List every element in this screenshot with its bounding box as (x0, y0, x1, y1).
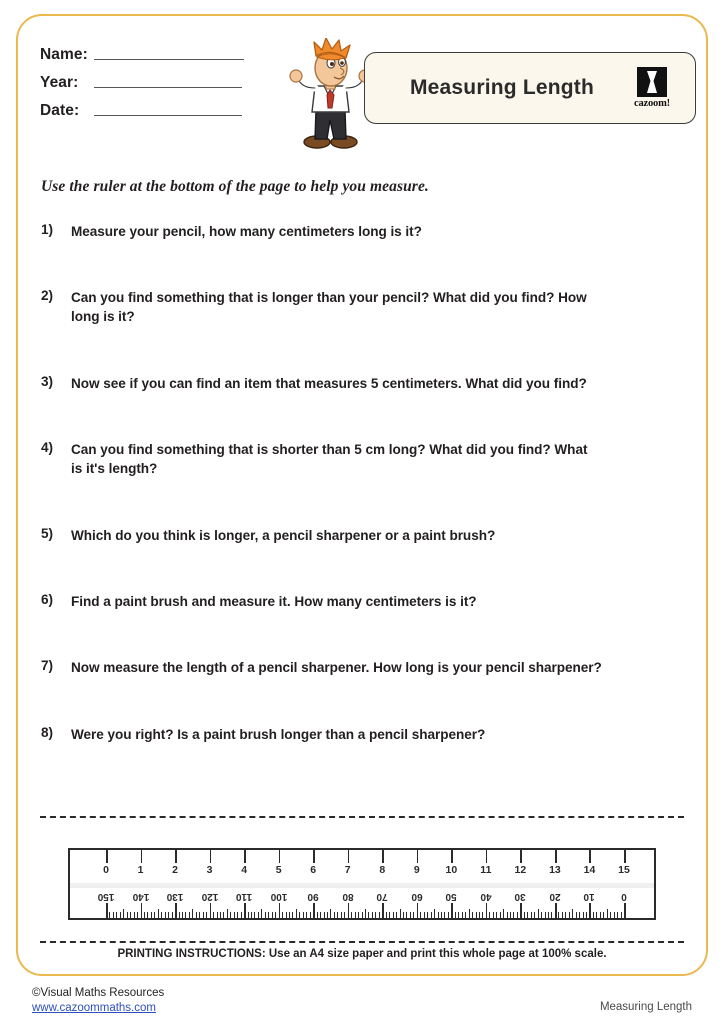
ruler-mm-tick (147, 912, 148, 918)
question-text: Which do you think is longer, a pencil sharpener or a paint brush? (71, 528, 496, 543)
question-text: Find a paint brush and measure it. How many centimeters is it? (71, 594, 477, 609)
ruler-mm-label: 50 (445, 891, 457, 902)
ruler-mm-tick (127, 912, 128, 918)
ruler-cm-tick (451, 850, 453, 863)
question-item (41, 288, 611, 326)
ruler-cm-tick (106, 850, 108, 863)
ruler-mm-tick (448, 912, 449, 918)
ruler-mm-tick (151, 912, 152, 918)
ruler-mm-tick (230, 912, 231, 918)
ruler-mm-label: 100 (270, 891, 287, 902)
ruler-cm-label: 7 (344, 864, 351, 876)
ruler-mm-tick (507, 912, 508, 918)
ruler-cm-tick (589, 850, 591, 863)
ruler-mm-tick (406, 912, 407, 918)
ruler-mm-tick (251, 912, 252, 918)
ruler-mm-tick (551, 912, 552, 918)
ruler-cm-label: 8 (379, 864, 386, 876)
ruler-mm-tick (545, 912, 546, 918)
ruler-mm-label: 110 (236, 891, 253, 902)
ruler-mm-tick (520, 903, 522, 918)
ruler-mm-tick (355, 912, 356, 918)
question-item (41, 374, 587, 393)
question-text: Now see if you can find an item that measures 5 centimeters. What did you find? (71, 376, 587, 391)
ruler-mm-tick (292, 912, 293, 918)
ruler-mm-tick (358, 912, 359, 918)
ruler-mm-tick (458, 912, 459, 918)
ruler-mm-tick (496, 912, 497, 918)
ruler-mm-tick (154, 912, 155, 918)
ruler-mm-tick (203, 912, 204, 918)
ruler-mm-tick (593, 912, 594, 918)
ruler-mm-tick (344, 912, 345, 918)
ruler-mm-tick (334, 912, 335, 918)
question-text: Can you find something that is shorter than 5 cm long? What did you find? What is it's length? (71, 442, 588, 476)
ruler-cm-label: 13 (549, 864, 561, 876)
cut-line-divider (40, 816, 684, 818)
date-field-writing-line[interactable] (94, 115, 242, 116)
ruler-mm-tick (134, 912, 135, 918)
cazoom-logo-wordmark: cazoom! (634, 98, 670, 109)
ruler-mm-tick (420, 912, 421, 918)
ruler-mm-tick (123, 909, 124, 918)
name-field-row (40, 46, 244, 64)
ruler-mm-tick (565, 912, 566, 918)
ruler-cm-label: 9 (413, 864, 420, 876)
question-item (41, 592, 477, 611)
cartoon-mascot-icon (284, 38, 376, 150)
ruler-mm-tick (444, 912, 445, 918)
ruler-cm-label: 12 (514, 864, 527, 876)
ruler-mm-tick (524, 912, 525, 918)
page-title: Measuring Length (409, 76, 595, 99)
ruler-cm-tick (520, 850, 522, 863)
ruler-mm-tick (272, 912, 273, 918)
question-text: Measure your pencil, how many centimeters long is it? (71, 224, 422, 239)
ruler-cm-label: 3 (206, 864, 213, 876)
ruler-mm-tick (330, 909, 331, 918)
question-item (41, 222, 422, 241)
ruler-graphic (68, 848, 656, 920)
question-number: 5) (41, 526, 54, 541)
ruler-cm-scale (70, 850, 654, 886)
ruler-mm-tick (268, 912, 269, 918)
ruler-mm-tick (517, 912, 518, 918)
ruler-mm-tick (393, 912, 394, 918)
question-number: 1) (41, 222, 54, 237)
ruler-mm-label: 120 (201, 891, 218, 902)
ruler-mm-tick (531, 912, 532, 918)
ruler-cm-tick (244, 850, 246, 863)
ruler-mm-tick (141, 903, 143, 918)
ruler-cm-label: 5 (275, 864, 282, 876)
ruler-cm-tick (624, 850, 626, 863)
cazoom-logo (621, 67, 683, 109)
ruler-mm-tick (434, 909, 435, 918)
ruler-mm-tick (413, 912, 414, 918)
ruler-mm-label: 60 (411, 891, 423, 902)
ruler-mm-tick (527, 912, 528, 918)
ruler-mm-tick (617, 912, 618, 918)
year-field-writing-line[interactable] (94, 87, 242, 88)
question-item (41, 725, 485, 744)
ruler-mm-tick (586, 912, 587, 918)
ruler-mm-tick (223, 912, 224, 918)
ruler-mm-tick (410, 912, 411, 918)
printing-instructions: PRINTING INSTRUCTIONS: Use an A4 size paper and print this whole page at 100% scale. (117, 948, 607, 960)
ruler-mm-tick (175, 903, 177, 918)
ruler-mm-tick (109, 912, 110, 918)
ruler-mm-tick (431, 912, 432, 918)
date-field-label: Date: (40, 102, 80, 119)
ruler-mm-tick (189, 912, 190, 918)
ruler-mm-tick (562, 912, 563, 918)
ruler-cm-tick (279, 850, 281, 863)
ruler-mm-tick (144, 912, 145, 918)
ruler-mm-tick (400, 909, 401, 918)
ruler-mm-tick (234, 912, 235, 918)
ruler-mm-tick (210, 903, 212, 918)
ruler-mm-tick (569, 912, 570, 918)
ruler-mm-tick (386, 912, 387, 918)
question-text: Now measure the length of a pencil sharpener. How long is your pencil sharpener? (71, 660, 602, 675)
ruler-mm-tick (289, 912, 290, 918)
name-field-writing-line[interactable] (94, 59, 244, 60)
ruler-mm-tick (182, 912, 183, 918)
ruler-mm-label: 40 (480, 891, 492, 902)
question-number: 2) (41, 288, 54, 303)
ruler-mm-tick (603, 912, 604, 918)
ruler-mm-tick (161, 912, 162, 918)
ruler-mm-tick (317, 912, 318, 918)
ruler-mm-tick (372, 912, 373, 918)
ruler-mm-label: 30 (514, 891, 526, 902)
ruler-mm-tick (503, 909, 504, 918)
ruler-mm-tick (313, 903, 315, 918)
ruler-mm-tick (320, 912, 321, 918)
ruler-mm-tick (168, 912, 169, 918)
ruler-cm-tick (486, 850, 488, 863)
footer-copyright: ©Visual Maths Resources (32, 987, 165, 999)
ruler-mm-tick (600, 912, 601, 918)
ruler-mm-tick (486, 903, 488, 918)
ruler-mm-label: 80 (342, 891, 354, 902)
year-field-row (40, 74, 242, 92)
ruler-mm-tick (296, 909, 297, 918)
ruler-mm-tick (113, 912, 114, 918)
ruler-cm-tick (382, 850, 384, 863)
ruler-mm-tick (310, 912, 311, 918)
ruler-mm-tick (275, 912, 276, 918)
ruler-mm-label: 130 (166, 891, 184, 902)
ruler-mm-label: 140 (132, 891, 149, 902)
ruler-mm-tick (607, 909, 608, 918)
ruler-mm-label: 0 (621, 891, 627, 902)
ruler-mm-tick (365, 909, 366, 918)
worksheet-header (16, 14, 708, 142)
ruler-cm-label: 1 (137, 864, 144, 876)
question-number: 7) (41, 658, 54, 673)
ruler-mm-tick (576, 912, 577, 918)
ruler-mm-tick (348, 903, 350, 918)
ruler-mm-tick (254, 912, 255, 918)
ruler-mm-tick (489, 912, 490, 918)
ruler-mm-tick (206, 912, 207, 918)
ruler-mm-tick (534, 912, 535, 918)
ruler-mm-tick (265, 912, 266, 918)
ruler-mm-tick (614, 912, 615, 918)
ruler-mm-tick (455, 912, 456, 918)
ruler-mm-tick (244, 903, 246, 918)
ruler-mm-tick (351, 912, 352, 918)
ruler-mm-tick (610, 912, 611, 918)
ruler-mm-tick (513, 912, 514, 918)
ruler-mm-tick (572, 909, 573, 918)
ruler-mm-tick (337, 912, 338, 918)
ruler-mm-tick (379, 912, 380, 918)
worksheet-instruction: Use the ruler at the bottom of the page to help you measure. (41, 178, 429, 195)
ruler-mm-tick (165, 912, 166, 918)
ruler-mm-tick (286, 912, 287, 918)
ruler-mm-tick (217, 912, 218, 918)
footer-page-label: Measuring Length (599, 1001, 692, 1013)
ruler-mm-tick (137, 912, 138, 918)
ruler-mm-tick (261, 909, 262, 918)
ruler-cm-tick (348, 850, 350, 863)
ruler-mm-tick (451, 903, 453, 918)
ruler-mm-tick (199, 912, 200, 918)
ruler-cm-label: 2 (172, 864, 178, 876)
ruler-mm-tick (324, 912, 325, 918)
ruler-mm-tick (120, 912, 121, 918)
ruler-mm-tick (220, 912, 221, 918)
ruler-mm-tick (368, 912, 369, 918)
question-number: 4) (41, 440, 54, 455)
question-text: Were you right? Is a paint brush longer than a pencil sharpener? (71, 727, 486, 742)
ruler-mm-tick (327, 912, 328, 918)
ruler-cm-tick (210, 850, 212, 863)
ruler-mm-tick (172, 912, 173, 918)
ruler-mm-tick (279, 903, 281, 918)
ruler-cm-label: 6 (310, 864, 317, 876)
ruler-mm-tick (227, 909, 228, 918)
ruler-mm-tick (396, 912, 397, 918)
ruler-cm-tick (555, 850, 557, 863)
ruler-mm-tick (548, 912, 549, 918)
ruler-mm-tick (596, 912, 597, 918)
ruler-mm-label: 10 (583, 891, 596, 902)
ruler-mm-tick (469, 909, 470, 918)
question-text: Can you find something that is longer than your pencil? What did you find? How long is it? (71, 290, 587, 324)
ruler-cm-label: 15 (618, 864, 630, 876)
ruler-mm-tick (158, 909, 159, 918)
ruler-cm-label: 10 (445, 864, 458, 876)
year-field-label: Year: (40, 74, 79, 91)
ruler-mm-tick (510, 912, 511, 918)
ruler-cm-label: 11 (480, 864, 492, 876)
ruler-mm-tick (382, 903, 384, 918)
question-number: 3) (41, 374, 54, 389)
question-item (41, 658, 602, 677)
ruler-mm-label: 150 (97, 891, 115, 902)
ruler-mm-tick (248, 912, 249, 918)
ruler-mm-tick (621, 912, 622, 918)
ruler-mm-tick (375, 912, 376, 918)
ruler-mm-tick (306, 912, 307, 918)
ruler-mm-label: 20 (549, 891, 561, 902)
ruler-mm-tick (116, 912, 117, 918)
footer-website-link[interactable]: www.cazoommaths.com (32, 1002, 156, 1014)
printing-divider (40, 941, 684, 943)
ruler-cm-label: 14 (583, 864, 596, 876)
ruler-mm-tick (579, 912, 580, 918)
question-number: 6) (41, 592, 54, 607)
ruler-mm-tick (583, 912, 584, 918)
ruler-mm-tick (555, 903, 557, 918)
ruler-mm-tick (282, 912, 283, 918)
ruler-mm-tick (538, 909, 539, 918)
ruler-mm-tick (462, 912, 463, 918)
ruler-mm-tick (192, 909, 193, 918)
ruler-mm-tick (403, 912, 404, 918)
footer-credit (32, 986, 164, 1016)
ruler-mm-tick (424, 912, 425, 918)
ruler-mm-tick (196, 912, 197, 918)
ruler-mm-tick (303, 912, 304, 918)
ruler-mm-tick (213, 912, 214, 918)
ruler-mm-tick (500, 912, 501, 918)
ruler-mm-tick (427, 912, 428, 918)
ruler-mm-tick (362, 912, 363, 918)
page-border (16, 14, 708, 976)
ruler-mm-tick (472, 912, 473, 918)
ruler-mm-tick (493, 912, 494, 918)
ruler-mm-tick (237, 912, 238, 918)
question-item (41, 440, 601, 478)
ruler-cm-label: 0 (103, 864, 109, 876)
ruler-mm-tick (476, 912, 477, 918)
title-plaque (364, 52, 696, 124)
date-field-row (40, 102, 242, 120)
ruler-mm-tick (389, 912, 390, 918)
ruler-mm-tick (558, 912, 559, 918)
question-number: 8) (41, 725, 54, 740)
ruler-cm-tick (313, 850, 315, 863)
ruler-mm-tick (465, 912, 466, 918)
ruler-mm-label: 70 (376, 891, 388, 902)
ruler-cm-label: 4 (241, 864, 248, 876)
name-field-label: Name: (40, 46, 88, 63)
ruler-mm-tick (258, 912, 259, 918)
ruler-mm-tick (589, 903, 591, 918)
ruler-mm-tick (185, 912, 186, 918)
ruler-mm-tick (441, 912, 442, 918)
ruler-mm-tick (624, 903, 626, 918)
ruler-cm-tick (175, 850, 177, 863)
ruler-mm-label: 90 (307, 891, 319, 902)
ruler-mm-tick (438, 912, 439, 918)
ruler-mm-tick (130, 912, 131, 918)
ruler-mm-tick (341, 912, 342, 918)
ruler-mm-tick (482, 912, 483, 918)
ruler-mm-tick (241, 912, 242, 918)
ruler-mm-tick (106, 903, 108, 918)
ruler-mm-tick (179, 912, 180, 918)
ruler-mm-tick (479, 912, 480, 918)
ruler-mm-tick (299, 912, 300, 918)
question-item (41, 526, 495, 545)
ruler-mm-tick (417, 903, 419, 918)
cazoom-logo-mark-icon (637, 67, 667, 97)
ruler-mm-scale (70, 884, 654, 918)
ruler-cm-tick (141, 850, 143, 863)
ruler-cm-tick (417, 850, 419, 863)
ruler-mm-tick (541, 912, 542, 918)
